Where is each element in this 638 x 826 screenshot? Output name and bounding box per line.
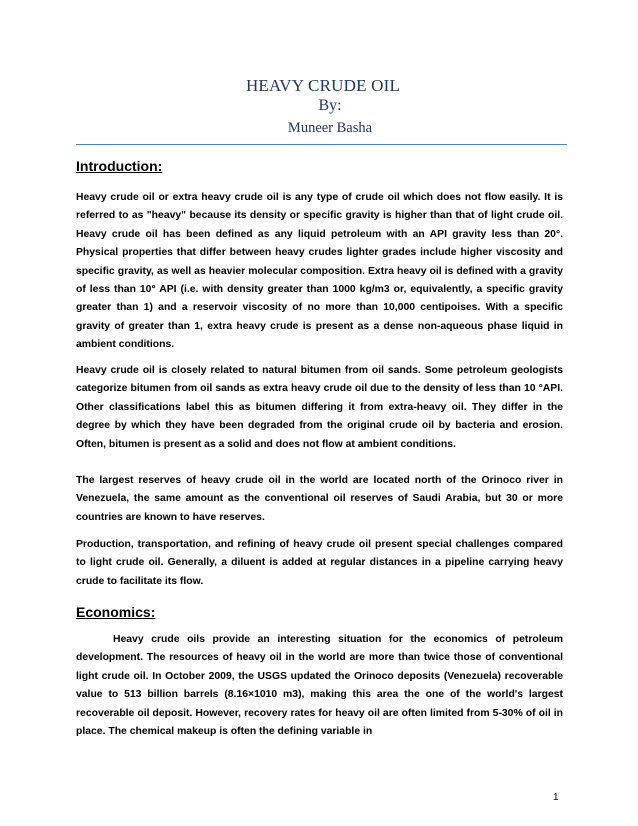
title-block [0,76,638,138]
introduction-paragraph-2: Heavy crude oil is closely related to natural bitumen from oil sands. Some petroleum geologists categorize bitumen from oil sands as extra heavy crude oil due to the density of less than 10 °API. Other classifications label this as bitumen differing it from extra-heavy oil. They differ in the degree by which they have been degraded from the original crude oil by bacteria and erosion. Often, bitumen is present as a solid and does not flow at ambient conditions. [76,365,563,450]
document-title: HEAVY CRUDE OIL [245,76,401,95]
economics-paragraph-1: Heavy crude oils provide an interesting situation for the economics of petroleum development. The resources of heavy oil in the world are more than twice those of conventional light crude oil. In October 2009, the USGS updated the Orinoco deposits (Venezuela) recoverable value to 513 billion barrels (8.16×1010 m3), making this area the one of the world's largest recoverable oil deposit. However, recovery rates for heavy oil are often limited from 5-30% of oil in place. The chemical makeup is often the defining variable in [76,634,563,738]
title-divider [76,144,567,145]
introduction-heading: Introduction: [76,158,163,174]
page-number: 1 [553,792,559,803]
introduction-paragraph-4: Production, transportation, and refining of heavy crude oil present special challenges compared to light crude oil. Generally, a diluent is added at regular distances in a pipeline carrying heavy crude to facilitate its flow. [76,539,563,587]
document-byline: By: [318,97,342,114]
introduction-paragraph-3: The largest reserves of heavy crude oil in the world are located north of the Orinoco river in Venezuela, the same amount as the conventional oil reserves of Saudi Arabia, but 30 or more countries are known to have reserves. [76,475,563,523]
economics-heading: Economics: [76,604,156,620]
document-author: Muneer Basha [287,120,373,136]
introduction-paragraph-1: Heavy crude oil or extra heavy crude oil is any type of crude oil which does not flow easily. It is referred to as "heavy" because its density or specific gravity is higher than that of light crude oil. Heavy crude oil has been defined as any liquid petroleum with an API gravity less than 20°. Physical properties that differ between heavy crudes lighter grades include higher viscosity and specific gravity, as well as heavier molecular composition. Extra heavy oil is defined with a gravity of less than 10° API (i.e. with density greater than 1000 kg/m3 or, equivalently, a specific gravity greater than 1) and a reservoir viscosity of no more than 10,000 centipoises. With a specific gravity of greater than 1, extra heavy crude is present as a dense non-aqueous phase liquid in ambient conditions. [76,192,563,351]
